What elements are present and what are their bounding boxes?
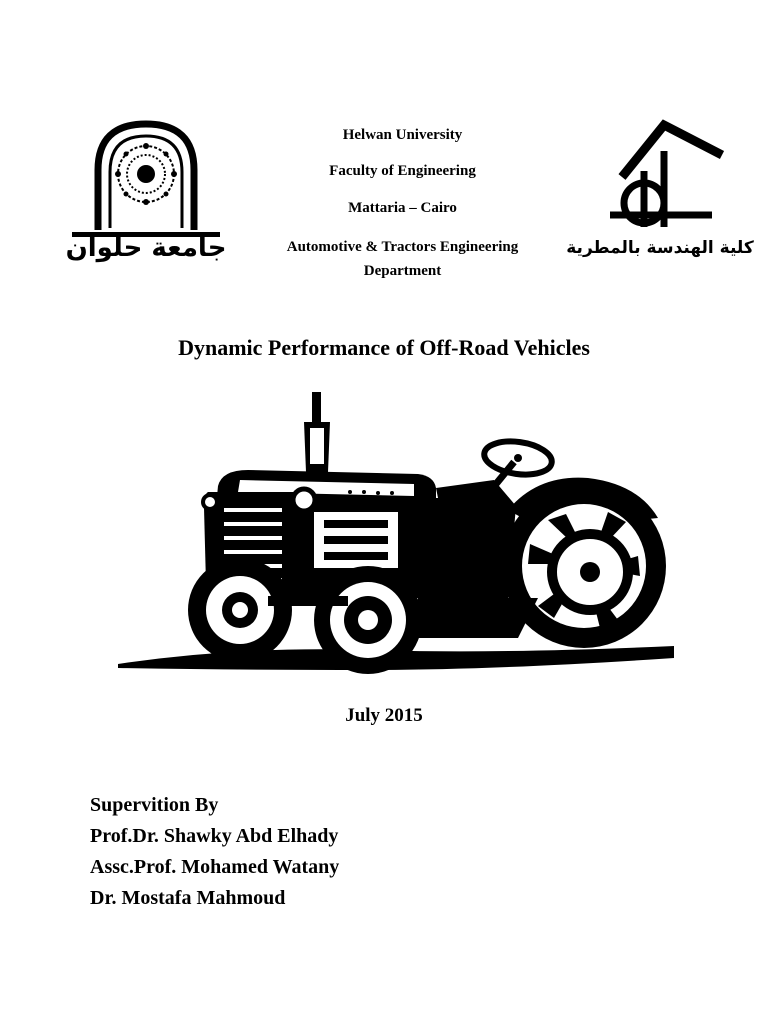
faculty-engineering-logo [566, 115, 754, 265]
helwan-logo-arabic-text: جامعة حلوان [65, 233, 227, 263]
faculty-logo-arabic-text: كلية الهندسة بالمطرية [566, 238, 754, 258]
faculty-location: Mattaria – Cairo [348, 200, 457, 216]
document-title: Dynamic Performance of Off-Road Vehicles [178, 335, 590, 360]
supervisor-name: Prof.Dr. Shawky Abd Elhady [90, 825, 339, 847]
tractor-illustration [118, 388, 674, 678]
department-name-line1: Automotive & Tractors Engineering [286, 239, 519, 255]
institution-header [250, 126, 555, 283]
document-date: July 2015 [345, 705, 423, 726]
supervision-heading: Supervition By [90, 794, 219, 816]
supervision-block [90, 790, 339, 914]
supervisor-name: Dr. Mostafa Mahmoud [90, 887, 286, 909]
helwan-university-logo [66, 120, 226, 268]
department-name-line2: Department [363, 263, 442, 279]
faculty-name: Faculty of Engineering [329, 163, 476, 179]
university-name: Helwan University [342, 127, 463, 143]
supervisor-name: Assc.Prof. Mohamed Watany [90, 856, 340, 878]
